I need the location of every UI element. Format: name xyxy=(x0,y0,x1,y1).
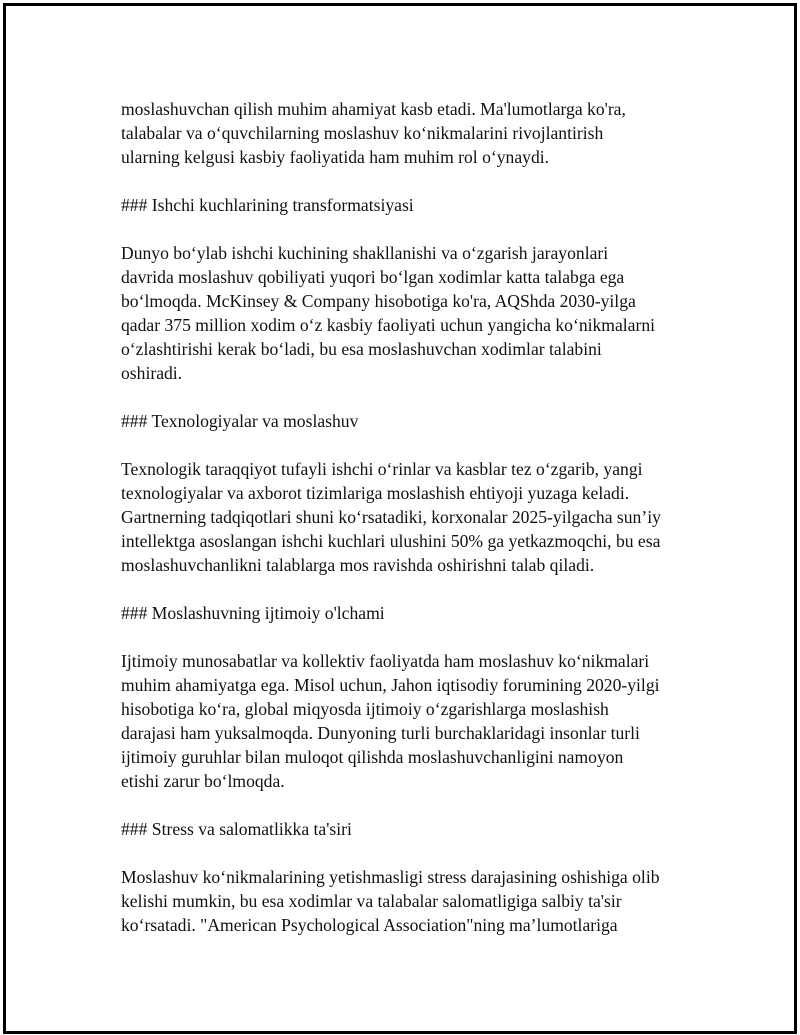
text-line: ijtimoiy guruhlar bilan muloqot qilishda moslashuvchanligini namoyon xyxy=(121,747,624,767)
text-line: Texnologik taraqqiyot tufayli ishchi o‘rinlar va kasblar tez o‘zgarib, yangi xyxy=(121,459,643,479)
text-line: Moslashuv ko‘nikmalarining yetishmasligi stress darajasining oshishiga olib xyxy=(121,867,660,887)
paragraph-stress xyxy=(121,865,701,937)
text-line: bo‘lmoqda. McKinsey & Company hisobotiga ko'ra, AQShda 2030-yilga xyxy=(121,291,636,311)
section-heading-social: ### Moslashuvning ijtimoiy o'lchami xyxy=(121,603,385,623)
text-line: hisobotiga ko‘ra, global miqyosda ijtimoiy o‘zgarishlarga moslashish xyxy=(121,699,609,719)
text-line: muhim ahamiyatga ega. Misol uchun, Jahon iqtisodiy forumining 2020-yilgi xyxy=(121,675,660,695)
text-line: ko‘rsatadi. "American Psychological Association"ning ma’lumotlariga xyxy=(121,915,618,935)
text-line: talabalar va o‘quvchilarning moslashuv ko‘nikmalarini rivojlantirish xyxy=(121,123,604,143)
text-line: texnologiyalar va axborot tizimlariga moslashish ehtiyoji yuzaga keladi. xyxy=(121,483,630,503)
paragraph-workforce xyxy=(121,241,701,385)
text-line: oshiradi. xyxy=(121,363,183,383)
text-line: moslashuvchanlikni talablarga mos ravishda oshirishni talab qiladi. xyxy=(121,555,595,575)
text-line: ularning kelgusi kasbiy faoliyatida ham muhim rol o‘ynaydi. xyxy=(121,147,550,167)
text-line: intellektga asoslangan ishchi kuchlari ulushini 50% ga yetkazmoqchi, bu esa xyxy=(121,531,661,551)
paragraph-intro xyxy=(121,97,701,169)
section-heading-workforce: ### Ishchi kuchlarining transformatsiyasi xyxy=(121,195,414,215)
section-heading-stress: ### Stress va salomatlikka ta'siri xyxy=(121,819,352,839)
text-line: kelishi mumkin, bu esa xodimlar va talabalar salomatligiga salbiy ta'sir xyxy=(121,891,622,911)
paragraph-technology xyxy=(121,457,701,577)
text-line: o‘zlashtirishi kerak bo‘ladi, bu esa moslashuvchan xodimlar talabini xyxy=(121,339,602,359)
page-frame xyxy=(3,3,797,1034)
text-line: etishi zarur bo‘lmoqda. xyxy=(121,771,285,791)
document-body xyxy=(121,97,701,961)
text-line: moslashuvchan qilish muhim ahamiyat kasb etadi. Ma'lumotlarga ko'ra, xyxy=(121,99,626,119)
text-line: Dunyo bo‘ylab ishchi kuchining shakllanishi va o‘zgarish jarayonlari xyxy=(121,243,609,263)
text-line: davrida moslashuv qobiliyati yuqori bo‘lgan xodimlar katta talabga ega xyxy=(121,267,625,287)
text-line: Gartnerning tadqiqotlari shuni ko‘rsatadiki, korxonalar 2025-yilgacha sun’iy xyxy=(121,507,661,527)
text-line: darajasi ham yuksalmoqda. Dunyoning turli burchaklaridagi insonlar turli xyxy=(121,723,640,743)
text-line: qadar 375 million xodim o‘z kasbiy faoliyati uchun yangicha ko‘nikmalarni xyxy=(121,315,656,335)
section-heading-technology: ### Texnologiyalar va moslashuv xyxy=(121,411,359,431)
paragraph-social xyxy=(121,649,701,793)
text-line: Ijtimoiy munosabatlar va kollektiv faoliyatda ham moslashuv ko‘nikmalari xyxy=(121,651,650,671)
